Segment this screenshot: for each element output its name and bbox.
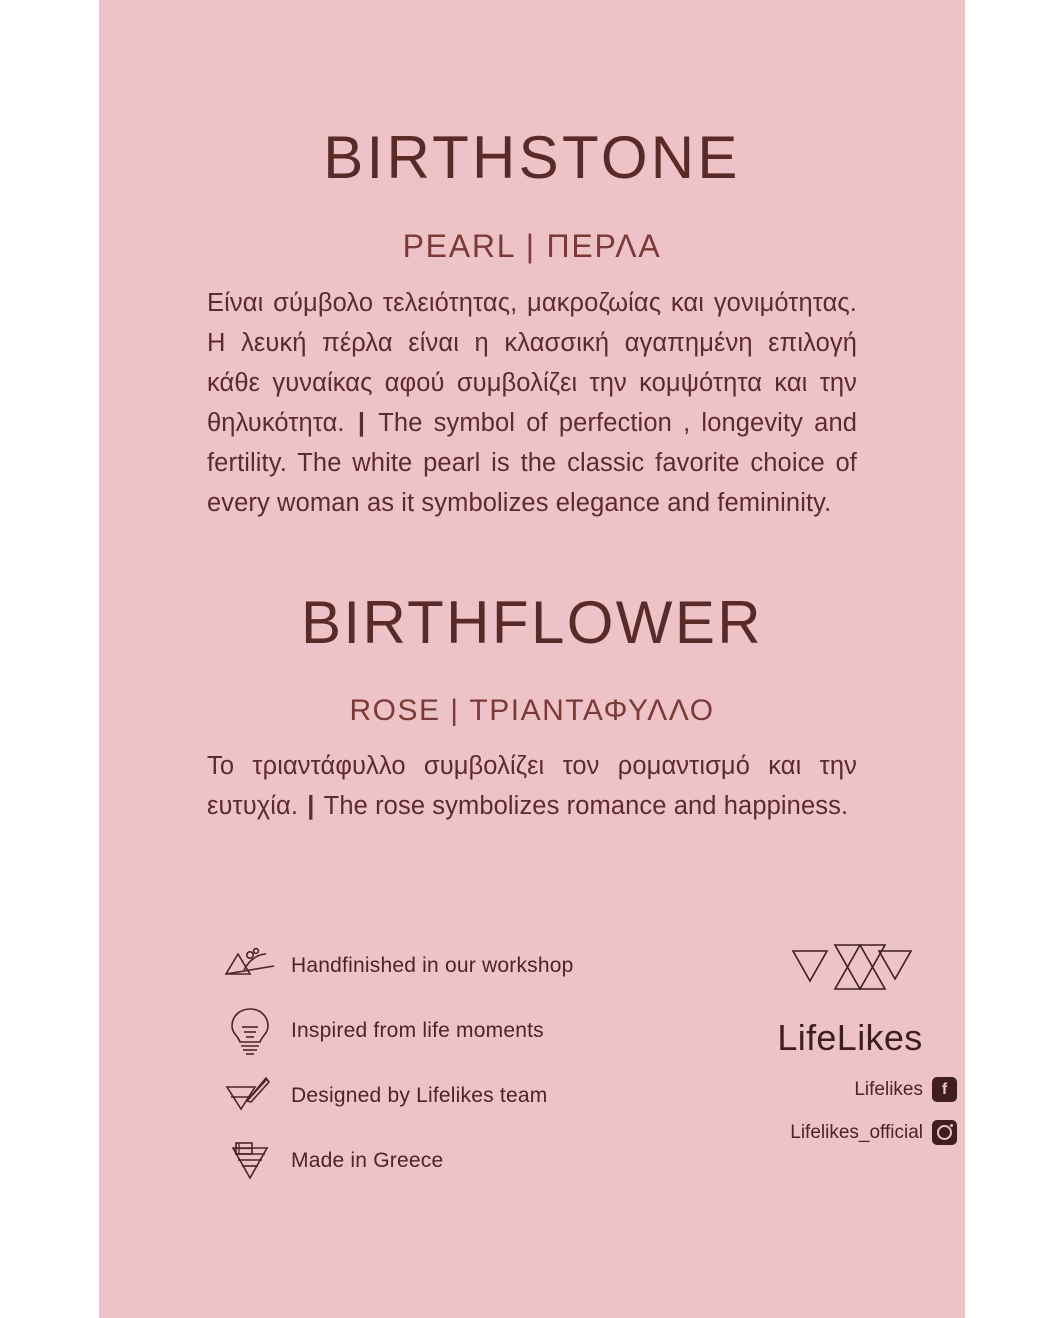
feature-label: Inspired from life moments [291,1018,544,1042]
handfinished-icon [217,936,283,996]
social-handle: Lifelikes [854,1078,923,1100]
birthflower-description [207,746,857,826]
birthflower-heading: BIRTHFLOWER [301,589,763,657]
brand-name: LifeLikes [777,1017,923,1058]
language-separator: | [307,791,315,820]
triangle-logo-icon [735,937,965,1023]
social-instagram[interactable] [735,1120,965,1145]
social-handle: Lifelikes_official [790,1121,923,1143]
facebook-icon[interactable]: f [932,1077,957,1102]
birthstone-description-greek: Είναι σύμβολο τελειότητας, μακροζωίας και γονιμότητας. Η λευκή πέρλα είναι η κλασσική αγαπημένη επιλογή κάθε γυναίκας αφού συμβολίζει την κομψότητα και την θηλυκότητα. [207,289,857,438]
birthflower-description-english: The rose symbolizes romance and happiness. [323,791,849,820]
list-item [217,998,687,1063]
list-item [217,1063,687,1128]
footer [99,925,965,1215]
instagram-icon[interactable] [932,1120,957,1145]
feature-list [217,933,687,1193]
feature-label: Made in Greece [291,1148,444,1172]
brand-block [735,937,965,1145]
instagram-dot [950,1124,953,1127]
pencil-design-icon [217,1066,283,1126]
birthflower-subheading: ROSE | ΤΡΙΑΝΤΑΦΥΛΛΟ [349,693,715,727]
birthstone-subheading: PEARL | ΠΕΡΛΑ [402,228,662,265]
language-separator: | [357,409,366,438]
list-item [217,1128,687,1193]
product-info-card [99,0,965,1318]
birthstone-description-english: The symbol of perfection , longevity and fertility. The white pearl is the classic favorite choice of every woman as it symbolizes elegance and femininity. [207,409,858,518]
birthflower-description-greek: Το τριαντάφυλλο συμβολίζει τον ρομαντισμό και την ευτυχία. [207,751,857,820]
social-facebook[interactable] [735,1077,965,1102]
birthstone-heading: BIRTHSTONE [323,124,741,191]
list-item [217,933,687,998]
feature-label: Designed by Lifelikes team [291,1083,548,1107]
birthstone-description [207,283,857,523]
feature-label: Handfinished in our workshop [291,953,574,977]
lightbulb-icon [217,1001,283,1061]
instagram-ring [937,1125,952,1140]
greek-flag-icon [217,1131,283,1191]
